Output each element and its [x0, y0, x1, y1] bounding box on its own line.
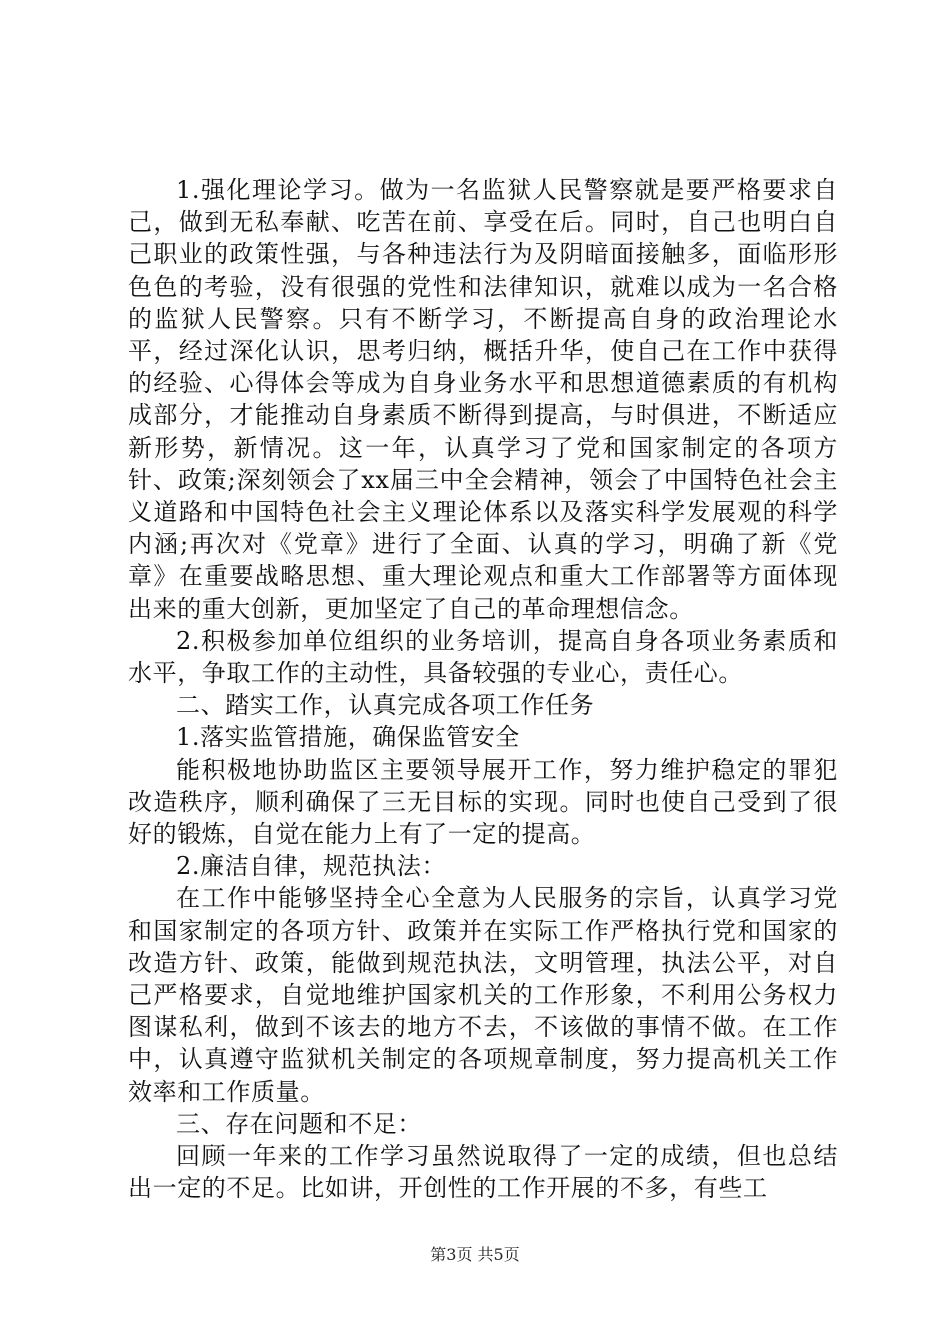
paragraph-review: 回顾一年来的工作学习虽然说取得了一定的成绩，但也总结出一定的不足。比如讲，开创性的工作开展的不多，有些工 [128, 1142, 838, 1203]
paragraph-theory-study: 1.强化理论学习。做为一名监狱人民警察就是要严格要求自己，做到无私奉献、吃苦在前、享受在后。同时，自己也明白自己职业的政策性强，与各种违法行为及阴暗面接触多，面临形形色色的考验，没有很强的党性和法律知识，就难以成为一名合格的监狱人民警察。只有不断学习，不断提高自身的政治理论水平，经过深化认识，思考归纳，概括升华，使自己在工作中获得的经验、心得体会等成为自身业务水平和思想道德素质的有机构成部分，才能推动自身素质不断得到提高，与时俱进，不断适应新形势，新情况。这一年，认真学习了党和国家制定的各项方针、政策;深刻领会了xx届三中全会精神，领会了中国特色社会主义道路和中国特色社会主义理论体系以及落实科学发展观的科学内涵;再次对《党章》进行了全面、认真的学习，明确了新《党章》在重要战略思想、重大理论观点和重大工作部署等方面体现出来的重大创新，更加坚定了自己的革命理想信念。 [128, 176, 838, 623]
paragraph-integrity: 在工作中能够坚持全心全意为人民服务的宗旨，认真学习党和国家制定的各项方针、政策并在实际工作严格执行党和国家的改造方针、政策，能做到规范执法，文明管理，执法公平，对自己严格要求，自觉地维护国家机关的工作形象，不利用公务权力图谋私利，做到不该去的地方不去，不该做的事情不做。在工作中，认真遵守监狱机关制定的各项规章制度，努力提高机关工作效率和工作质量。 [128, 884, 838, 1106]
section-heading-work: 二、踏实工作，认真完成各项工作任务 [176, 691, 595, 720]
paragraph-business-training: 2.积极参加单位组织的业务培训，提高自身各项业务素质和水平，争取工作的主动性，具备较强的专业心，责任心。 [128, 626, 838, 688]
subheading-supervision: 1.落实监管措施，确保监管安全 [176, 723, 520, 752]
document-body [128, 174, 838, 1205]
page-footer: 第3页 共5页 [430, 1245, 520, 1264]
section-heading-problems: 三、存在问题和不足： [176, 1109, 422, 1138]
paragraph-supervision: 能积极地协助监区主要领导展开工作，努力维护稳定的罪犯改造秩序，顺利确保了三无目标的实现。同时也使自己受到了很好的锻炼，自觉在能力上有了一定的提高。 [128, 755, 838, 849]
subheading-integrity: 2.廉洁自律，规范执法： [176, 852, 447, 881]
